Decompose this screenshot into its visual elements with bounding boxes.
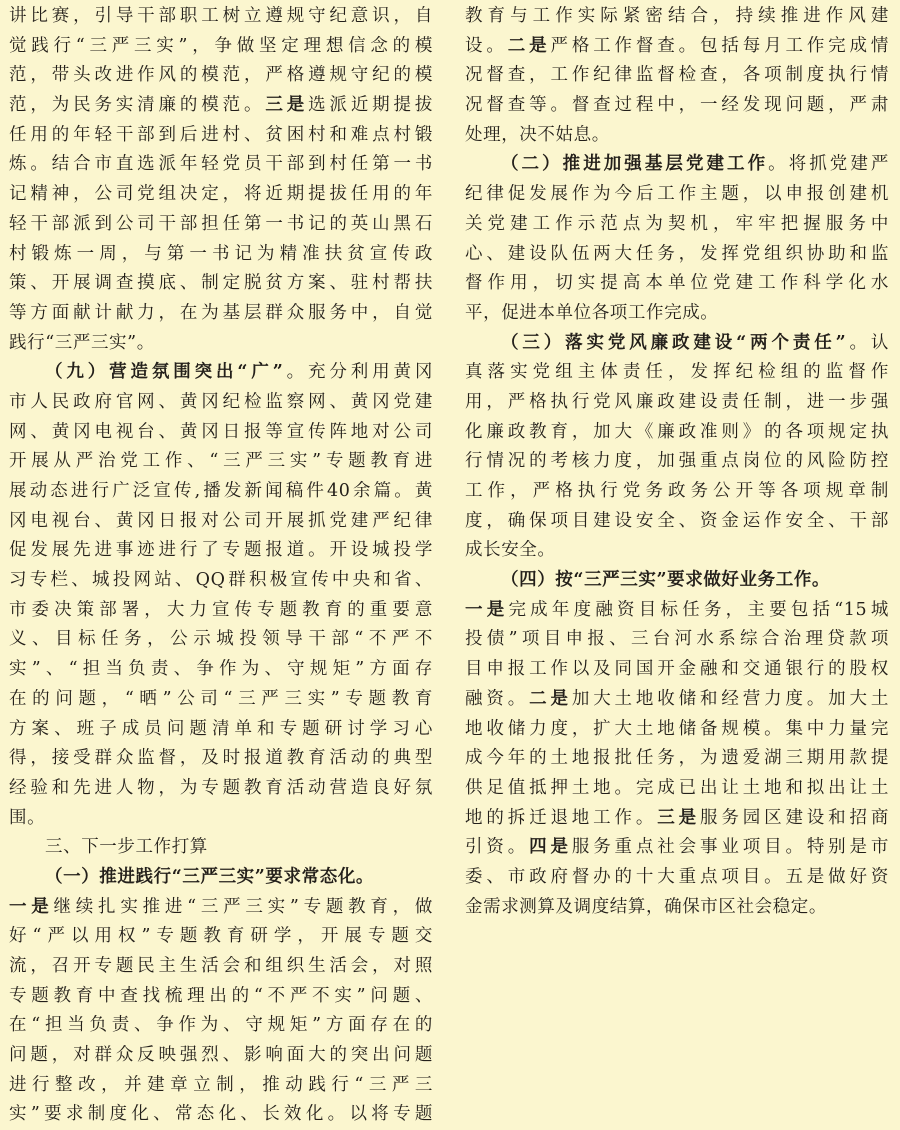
text-segment: 冈电视台、黄冈日报对公司开展抓党建严纪律: [9, 510, 433, 531]
text-segment: 化廉政教育，加大《廉政准则》的各项规定执: [465, 421, 889, 442]
text-segment: 轻干部派到公司干部担任第一书记的英山黑石: [9, 213, 433, 234]
text-segment: 炼。结合市直选派年轻党员干部到村任第一书: [9, 154, 433, 175]
text-segment: 市人民政府官网、黄冈纪检监察网、黄冈党建: [9, 391, 433, 412]
text-segment: 委、市政府督办的十大重点项目。五是做好资: [465, 866, 889, 887]
text-line: [465, 299, 889, 329]
text-segment: 选派近期提拔: [308, 95, 433, 116]
text-segment: 好“严以用权”专题教育研学，开展专题交: [9, 926, 433, 947]
text-segment: 纪律促发展作为今后工作主题，以申报创建机: [465, 184, 889, 205]
bold-text: （二）推进加强基层党建工作: [501, 154, 769, 175]
text-segment: 处理，决不姑息。: [465, 124, 610, 145]
text-line: [9, 507, 433, 537]
text-line: [465, 91, 889, 121]
text-line: [9, 1041, 433, 1071]
text-line: [9, 833, 433, 863]
text-segment: 融资。: [465, 688, 530, 709]
text-line: [9, 715, 433, 745]
text-line: [465, 685, 889, 715]
text-line: [9, 447, 433, 477]
text-line: [9, 1071, 433, 1101]
text-line: [465, 804, 889, 834]
text-segment: 在的问题，“晒”公司“三严三实”专题教育: [9, 688, 433, 709]
text-segment: 讲比赛，引导干部职工树立遵规守纪意识，自: [9, 6, 433, 26]
text-segment: 继续扎实推进“三严三实”专题教育，做: [53, 896, 433, 917]
text-line: [9, 804, 433, 834]
text-line: [9, 61, 433, 91]
text-segment: 任用的年轻干部到后进村、贫困村和难点村锻: [9, 124, 433, 145]
bold-text: 二是: [529, 688, 572, 709]
text-segment: 行情况的考核力度，加强重点岗位的风险防控: [465, 451, 889, 472]
text-segment: 。将抓党建严: [768, 154, 889, 175]
bold-text: （一）推进践行“三严三实”要求常态化。: [45, 866, 375, 887]
text-line: [9, 863, 433, 893]
right-text-column: [465, 2, 889, 922]
text-segment: 。认: [846, 332, 889, 353]
text-line: [9, 418, 433, 448]
bold-text: 三是: [265, 95, 309, 116]
text-line: [465, 61, 889, 91]
text-segment: 范，为民务实清廉的模范。: [9, 95, 266, 116]
text-line: [9, 358, 433, 388]
text-segment: 平，促进本单位各项工作完成。: [465, 302, 719, 323]
text-segment: 市委决策部署，大力宣传专题教育的重要意: [9, 599, 433, 620]
text-segment: 服务园区建设和招商: [700, 807, 889, 828]
text-segment: 实”、“担当负责、争作为、守规矩”方面存: [9, 659, 433, 680]
text-line: [465, 536, 889, 566]
text-segment: 开展从严治党工作、“三严三实”专题教育进: [9, 451, 433, 472]
text-line: [9, 299, 433, 329]
text-line: [465, 833, 889, 863]
text-segment: 地的拆迁退地工作。: [465, 807, 658, 828]
text-line: [9, 625, 433, 655]
text-segment: 心、建设队伍两大任务，发挥党组织协助和监: [465, 243, 889, 264]
text-line: [465, 269, 889, 299]
text-line: [9, 210, 433, 240]
text-segment: 关党建工作示范点为契机，牢牢把握服务中: [465, 213, 889, 234]
text-line: [465, 744, 889, 774]
text-segment: 觉践行“三严三实”，争做坚定理想信念的模: [9, 35, 433, 56]
text-line: [465, 715, 889, 745]
text-line: [9, 655, 433, 685]
bold-text: 四是: [529, 837, 572, 858]
text-segment: 引资。: [465, 837, 530, 858]
text-segment: 服务重点社会事业项目。特别是市: [571, 837, 889, 858]
text-line: [9, 566, 433, 596]
text-line: [465, 240, 889, 270]
text-segment: 促发展先进事迹进行了专题报道。开设城投学: [9, 540, 433, 561]
text-segment: 。充分利用黄冈: [283, 362, 433, 383]
bold-text: 一是: [9, 896, 54, 917]
text-segment: 完成年度融资目标任务，主要包括“15城: [508, 599, 889, 620]
bold-text: （三）落实党风廉政建设“两个责任”: [501, 332, 847, 353]
text-segment: 供足值抵押土地。完成已出让土地和拟出让土: [465, 777, 889, 798]
text-segment: 况督查，工作纪律监督检查，各项制度执行情: [465, 65, 889, 86]
text-line: [9, 744, 433, 774]
text-segment: 用，严格执行党风廉政建设责任制，进一步强: [465, 391, 889, 412]
text-segment: 展动态进行广泛宣传,播发新闻稿件40余篇。黄: [9, 481, 433, 501]
bold-text: （九）营造氛围突出“广”: [45, 362, 284, 383]
text-segment: 策、开展调查摸底、制定脱贫方案、驻村帮扶: [9, 273, 433, 294]
text-line: [9, 893, 433, 923]
text-segment: 投债”项目申报、三台河水系综合治理贷款项: [465, 629, 889, 650]
text-line: [9, 536, 433, 566]
text-segment: 加大土地收储和经营力度。加大土: [571, 688, 889, 709]
text-segment: 成今年的土地报批任务，为遗爱湖三期用款提: [465, 748, 889, 769]
text-line: [465, 150, 889, 180]
text-line: [465, 32, 889, 62]
text-line: [465, 774, 889, 804]
text-line: [9, 121, 433, 151]
text-line: [9, 150, 433, 180]
text-segment: 专题教育中查找梳理出的“不严不实”问题、: [9, 985, 433, 1006]
text-segment: 问题，对群众反映强烈、影响面大的突出问题: [9, 1045, 433, 1066]
text-line: [9, 1100, 433, 1130]
text-segment: 村锻炼一周，与第一书记为精准扶贫宣传政: [9, 243, 433, 264]
bold-text: 一是: [465, 599, 509, 620]
text-segment: 成长安全。: [465, 540, 556, 561]
text-line: [465, 863, 889, 893]
text-segment: 三、下一步工作打算: [45, 837, 208, 858]
text-line: [465, 507, 889, 537]
text-line: [9, 922, 433, 952]
text-line: [465, 358, 889, 388]
text-segment: 围。: [9, 807, 46, 828]
text-segment: 网、黄冈电视台、黄冈日报等宣传阵地对公司: [9, 421, 433, 442]
text-segment: 况督查等。督查过程中，一经发现问题，严肃: [465, 95, 889, 116]
text-segment: 等方面献计献力，在为基层群众服务中，自觉: [9, 302, 433, 323]
text-segment: 目申报工作以及同国开金融和交通银行的股权: [465, 659, 889, 680]
text-line: [9, 32, 433, 62]
text-line: [9, 269, 433, 299]
text-segment: 流，召开专题民主生活会和组织生活会，对照: [9, 956, 433, 976]
text-line: [465, 893, 889, 923]
text-segment: 进行整改，并建章立制，推动践行“三严三: [9, 1074, 433, 1095]
text-line: [9, 477, 433, 507]
text-line: [465, 596, 889, 626]
text-segment: 义、目标任务，公示城投领导干部“不严不: [9, 629, 433, 650]
text-line: [9, 952, 433, 982]
text-line: [9, 91, 433, 121]
text-line: [9, 180, 433, 210]
text-segment: 真落实党组主体责任，发挥纪检组的监督作: [465, 362, 889, 383]
text-line: [9, 2, 433, 32]
text-line: [9, 982, 433, 1012]
text-segment: 范，带头改进作风的模范，严格遵规守纪的模: [9, 65, 433, 86]
text-segment: 在“担当负责、争作为、守规矩”方面存在的: [9, 1015, 433, 1036]
text-line: [9, 388, 433, 418]
left-text-column: [9, 2, 433, 1130]
text-line: [9, 329, 433, 359]
text-line: [465, 121, 889, 151]
text-segment: 习专栏、城投网站、QQ群积极宣传中央和省、: [9, 570, 433, 591]
text-segment: 践行“三严三实”。: [9, 332, 155, 353]
text-line: [465, 625, 889, 655]
text-line: [9, 240, 433, 270]
text-segment: 设。: [465, 35, 508, 56]
text-line: [465, 477, 889, 507]
text-line: [465, 2, 889, 32]
text-line: [9, 596, 433, 626]
text-segment: 记精神，公司党组决定，将近期提拔任用的年: [9, 184, 433, 205]
bold-text: 二是: [507, 35, 551, 56]
text-segment: 经验和先进人物，为专题教育活动营造良好氛: [9, 777, 433, 798]
text-segment: 严格工作督查。包括每月工作完成情: [550, 35, 889, 56]
text-segment: 方案、班子成员问题清单和专题研讨学习心: [9, 718, 433, 739]
text-line: [465, 447, 889, 477]
text-line: [465, 210, 889, 240]
text-segment: 度，确保项目建设安全、资金运作安全、干部: [465, 510, 889, 531]
bold-text: （四）按“三严三实”要求做好业务工作。: [501, 570, 831, 591]
text-line: [465, 655, 889, 685]
text-line: [465, 388, 889, 418]
text-segment: 实”要求制度化、常态化、长效化。以将专题: [9, 1104, 433, 1125]
text-line: [9, 1011, 433, 1041]
text-segment: 地收储力度，扩大土地储备规模。集中力量完: [465, 718, 889, 739]
text-segment: 督作用，切实提高本单位党建工作科学化水: [465, 273, 889, 294]
text-segment: 得，接受群众监督，及时报道教育活动的典型: [9, 748, 433, 769]
text-line: [465, 566, 889, 596]
text-segment: 教育与工作实际紧密结合，持续推进作风建: [465, 6, 889, 26]
text-line: [465, 418, 889, 448]
text-line: [9, 774, 433, 804]
text-line: [9, 685, 433, 715]
text-segment: 金需求测算及调度结算，确保市区社会稳定。: [465, 896, 827, 917]
text-line: [465, 180, 889, 210]
text-line: [465, 329, 889, 359]
bold-text: 三是: [657, 807, 700, 828]
text-segment: 工作，严格执行党务政务公开等各项规章制: [465, 481, 889, 501]
